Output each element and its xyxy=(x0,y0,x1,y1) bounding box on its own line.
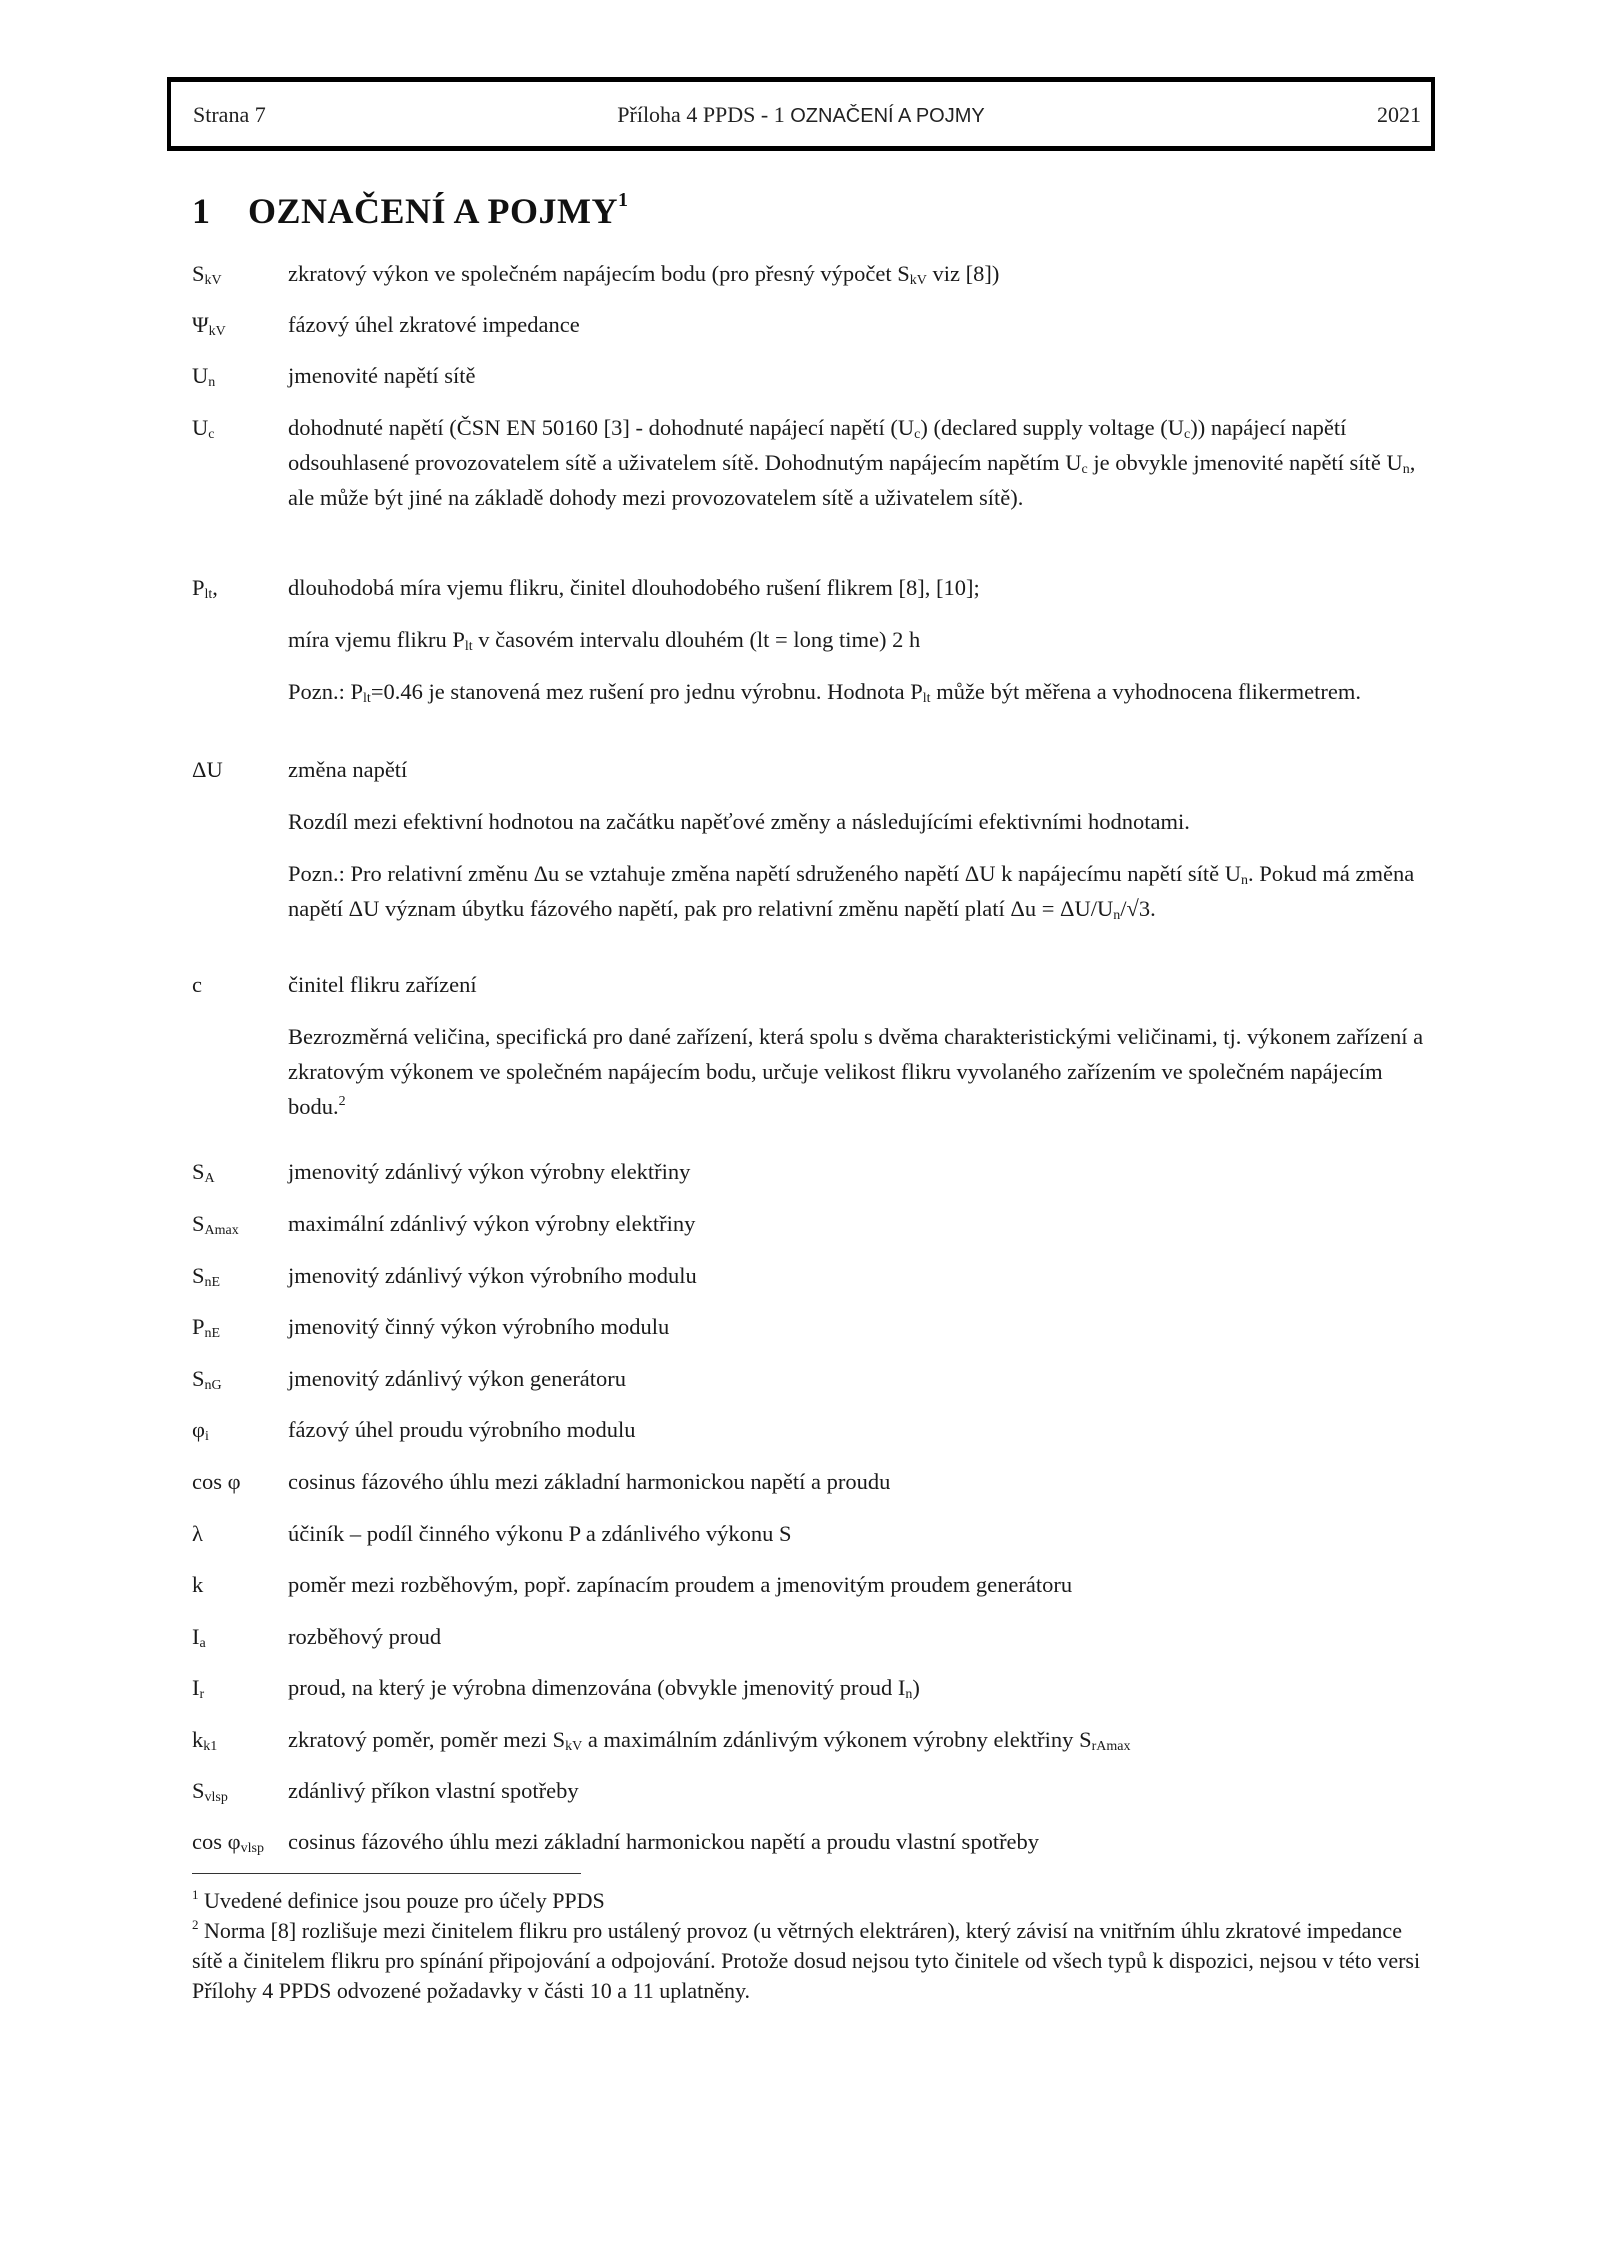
footnotes xyxy=(192,1886,1422,2006)
definition-entry xyxy=(192,1464,1432,1499)
definition-paragraph: Rozdíl mezi efektivní hodnotou na začátku napěťové změny a následujícími efektivními hodnotami. xyxy=(288,809,1190,834)
symbol: $S_{Amax}$ xyxy=(192,1211,239,1238)
definition-entry xyxy=(192,1773,1432,1808)
definition-text xyxy=(288,1464,1432,1499)
definition-text xyxy=(288,307,1432,342)
symbol: $S_{kV}$ xyxy=(192,261,222,288)
symbol: $k_{k1}$ xyxy=(192,1727,218,1754)
definition-text xyxy=(288,1670,1432,1705)
definition-paragraph: Bezrozměrná veličina, specifická pro dané zařízení, která spolu s dvěma charakteristickými veličinami, tj. výkonem zařízení a zkratovým výkonem ve společném napájecím bodu, určuje velikost flikru vyvolaného zařízením ve společném napájecím bodu.$^2$ xyxy=(288,1024,1424,1119)
page-header xyxy=(167,77,1435,151)
definition-paragraph: jmenovitý činný výkon výrobního modulu xyxy=(288,1314,670,1339)
definition-paragraph: míra vjemu flikru $P_{lt}$ v časovém intervalu dlouhém (lt = long time) 2 h xyxy=(288,627,921,654)
header-title-prefix: Příloha 4 PPDS - 1 xyxy=(617,102,791,127)
section-heading xyxy=(192,190,629,232)
definition-entry xyxy=(192,1722,1432,1757)
definition-entry xyxy=(192,1619,1432,1654)
definition-text xyxy=(288,1619,1432,1654)
definition-entry xyxy=(192,1567,1432,1602)
definition-paragraph: jmenovitý zdánlivý výkon výrobny elektřiny xyxy=(288,1159,691,1184)
header-title xyxy=(171,102,1431,128)
definition-paragraph: jmenovité napětí sítě xyxy=(288,363,476,388)
definition-text xyxy=(288,570,1432,709)
definition-paragraph: fázový úhel zkratové impedance xyxy=(288,312,580,337)
header-title-section: OZNAČENÍ A POJMY xyxy=(790,105,985,127)
symbol: λ xyxy=(192,1521,203,1546)
definition-paragraph: účiník – podíl činného výkonu P a zdánlivého výkonu S xyxy=(288,1521,792,1546)
definition-paragraph: fázový úhel proudu výrobního modulu xyxy=(288,1417,636,1442)
definition-text xyxy=(288,1567,1432,1602)
symbol: $S_{vlsp}$ xyxy=(192,1778,228,1805)
definition-entry xyxy=(192,358,1432,393)
definition-entry xyxy=(192,1361,1432,1396)
definition-text xyxy=(288,410,1432,515)
definition-text xyxy=(288,1722,1432,1757)
symbol: $U_c$ xyxy=(192,415,215,442)
symbol: cos φ xyxy=(192,1469,241,1494)
definition-entry xyxy=(192,256,1432,291)
definition-entry xyxy=(192,1154,1432,1189)
definition-entry xyxy=(192,570,1432,709)
definition-entry xyxy=(192,1516,1432,1551)
symbol: $U_n$ xyxy=(192,363,216,390)
symbol: $P_{lt}$, xyxy=(192,575,218,602)
definition-entry xyxy=(192,1206,1432,1241)
definition-text xyxy=(288,1206,1432,1241)
symbol: $S_A$ xyxy=(192,1159,215,1186)
definition-entry xyxy=(192,1258,1432,1293)
symbol: c xyxy=(192,972,202,997)
definition-entry xyxy=(192,1670,1432,1705)
definition-text xyxy=(288,1412,1432,1447)
definition-text xyxy=(288,752,1432,926)
symbol: $S_{nE}$ xyxy=(192,1263,221,1290)
definition-text xyxy=(288,1154,1432,1189)
definition-paragraph: činitel flikru zařízení xyxy=(288,972,477,997)
footnote: $^2$ Norma [8] rozlišuje mezi činitelem flikru pro ustálený provoz (u větrných elektráren), který závisí na vnitřním úhlu zkratové impedance sítě a činitelem flikru pro spínání připojování a odpojování. Protože dosud nejsou tyto činitele od všech typů k dispozici, nejsou v této versi Přílohy 4 PPDS odvozené požadavky v části 10 a 11 uplatněny. xyxy=(192,1917,1421,2003)
definition-paragraph: zkratový výkon ve společném napájecím bodu (pro přesný výpočet $S_{kV}$ viz [8]) xyxy=(288,261,1000,288)
definition-entry xyxy=(192,1824,1432,1859)
definition-text xyxy=(288,1516,1432,1551)
page-number: Strana 7 xyxy=(193,102,266,127)
definition-paragraph: poměr mezi rozběhovým, popř. zapínacím proudem a jmenovitým proudem generátoru xyxy=(288,1572,1073,1597)
definition-paragraph: Pozn.: $P_{lt}=0.46$ je stanovená mez rušení pro jednu výrobnu. Hodnota $P_{lt}$ může být měřena a vyhodnocena flikermetrem. xyxy=(288,679,1362,706)
definition-text xyxy=(288,1824,1432,1859)
definition-text xyxy=(288,358,1432,393)
footnote: $^1$ Uvedené definice jsou pouze pro účely PPDS xyxy=(192,1887,605,1913)
footnote-ref: 1 xyxy=(618,189,629,211)
definition-entry xyxy=(192,1309,1432,1344)
definition-text xyxy=(288,256,1432,291)
definition-paragraph: dohodnuté napětí (ČSN EN 50160 [3] - dohodnuté napájecí napětí $(U_c)$ (declared supply voltage $(U_c)$) napájecí napětí odsouhlasené provozovatelem sítě a uživatelem sítě. Dohodnutým napájecím napětím $U_c$ je obvykle jmenovité napětí sítě $U_n$, ale může být jiné na základě dohody mezi provozovatelem sítě a uživatelem sítě). xyxy=(288,415,1416,510)
definition-text xyxy=(288,1258,1432,1293)
definition-entry xyxy=(192,752,1432,926)
symbol: $S_{nG}$ xyxy=(192,1366,222,1393)
definition-paragraph: rozběhový proud xyxy=(288,1624,442,1649)
definition-text xyxy=(288,967,1432,1124)
symbol: $\cos \varphi_{vlsp}$ xyxy=(192,1829,264,1856)
definition-paragraph: jmenovitý zdánlivý výkon výrobního modulu xyxy=(288,1263,697,1288)
definition-paragraph: změna napětí xyxy=(288,757,408,782)
definition-text xyxy=(288,1773,1432,1808)
definition-paragraph: cosinus fázového úhlu mezi základní harmonickou napětí a proudu xyxy=(288,1469,891,1494)
symbol: $I_r$ xyxy=(192,1675,205,1702)
header-year: 2021 xyxy=(1377,102,1421,127)
definition-entry xyxy=(192,1412,1432,1447)
definition-paragraph: proud, na který je výrobna dimenzována (obvykle jmenovitý proud $I_n$) xyxy=(288,1675,920,1702)
section-number: 1 xyxy=(192,191,211,231)
footnote-divider xyxy=(192,1873,581,1874)
definition-paragraph: zdánlivý příkon vlastní spotřeby xyxy=(288,1778,579,1803)
definition-paragraph: zkratový poměr, poměr mezi $S_{kV}$ a maximálním zdánlivým výkonem výrobny elektřiny $S_{rAmax}$ xyxy=(288,1727,1131,1754)
definition-paragraph: cosinus fázového úhlu mezi základní harmonickou napětí a proudu vlastní spotřeby xyxy=(288,1829,1040,1854)
definition-entry xyxy=(192,967,1432,1124)
definition-paragraph: maximální zdánlivý výkon výrobny elektřiny xyxy=(288,1211,696,1236)
definition-paragraph: dlouhodobá míra vjemu flikru, činitel dlouhodobého rušení flikrem [8], [10]; xyxy=(288,575,980,600)
definition-paragraph: jmenovitý zdánlivý výkon generátoru xyxy=(288,1366,627,1391)
symbol: $I_a$ xyxy=(192,1624,206,1651)
footnote-number: 1 xyxy=(192,1887,199,1902)
definition-paragraph: Pozn.: Pro relativní změnu Δu se vztahuje změna napětí sdruženého napětí ΔU k napájecímu napětí sítě $U_n$. Pokud má změna napětí ΔU význam úbytku fázového napětí, pak pro relativní změnu napětí platí $\Delta u = \Delta U/U_n/√3$. xyxy=(288,861,1415,923)
symbol: $\Psi_{kV}$ xyxy=(192,312,226,339)
definition-text xyxy=(288,1361,1432,1396)
symbol: ΔU xyxy=(192,757,223,782)
symbol: k xyxy=(192,1572,204,1597)
footnote-number: 2 xyxy=(192,1917,199,1932)
definition-entry xyxy=(192,307,1432,342)
symbol: $\varphi_i$ xyxy=(192,1417,209,1444)
definition-text xyxy=(288,1309,1432,1344)
symbol: $P_{nE}$ xyxy=(192,1314,221,1341)
section-title: OZNAČENÍ A POJMY xyxy=(248,191,619,231)
definition-entry xyxy=(192,410,1432,515)
